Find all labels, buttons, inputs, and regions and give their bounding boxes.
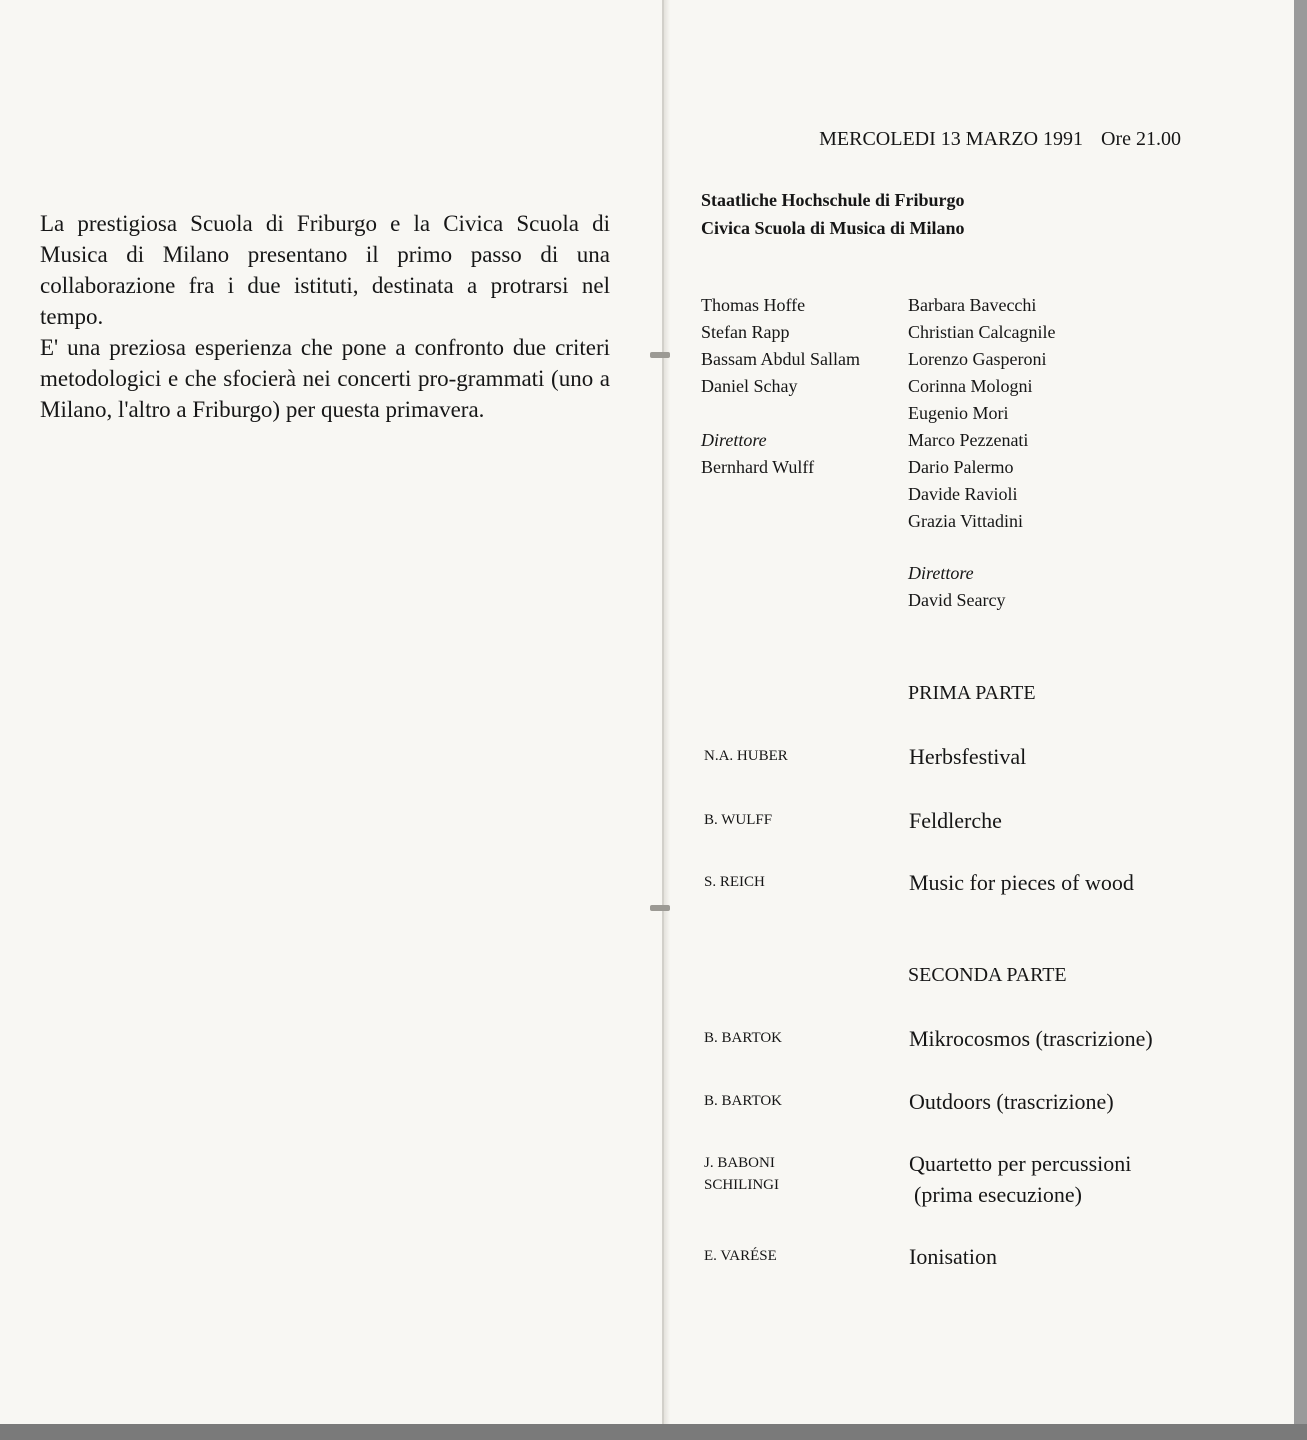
composer-name: B. BARTOK — [704, 1093, 783, 1109]
composer-name: N.A. HUBER — [704, 748, 788, 764]
fold-shadow — [664, 0, 670, 1424]
performer-name: Corinna Mologni — [908, 376, 1033, 396]
scan-edge-right — [1294, 0, 1307, 1440]
composer-name: B. WULFF — [704, 812, 773, 828]
performer-name: Bassam Abdul Sallam — [701, 349, 860, 369]
work-title: Ionisation — [909, 1244, 997, 1269]
school-name: Civica Scuola di Musica di Milano — [701, 218, 965, 238]
concert-time: Ore 21.00 — [1101, 128, 1181, 150]
work-title: Outdoors (trascrizione) — [909, 1089, 1114, 1114]
school-name: Staatliche Hochschule di Friburgo — [701, 190, 965, 210]
director-label: Direttore — [908, 563, 974, 583]
intro-paragraph-2: E' una preziosa esperienza che pone a confronto due criteri metodologici e che sfocierà nei concerti pro-grammati (uno a Milano, l'altro a Friburgo) per questa primavera. — [40, 335, 610, 422]
performer-name: Thomas Hoffe — [701, 295, 806, 315]
performer-name: Davide Ravioli — [908, 484, 1018, 504]
work-title: Music for pieces of wood — [909, 870, 1134, 895]
composer-name: S. REICH — [704, 874, 765, 890]
performer-name: Barbara Bavecchi — [908, 295, 1037, 315]
work-title-line: (prima esecuzione) — [914, 1182, 1082, 1207]
work-title: Feldlerche — [909, 808, 1002, 833]
performer-name: Christian Calcagnile — [908, 322, 1056, 342]
concert-date: MERCOLEDI 13 MARZO 1991 — [819, 128, 1084, 150]
performer-name: Marco Pezzenati — [908, 430, 1029, 450]
work-title-line: Quartetto per percussioni — [909, 1151, 1132, 1176]
scan-edge-bottom — [0, 1424, 1307, 1440]
performer-name: Daniel Schay — [701, 376, 798, 396]
part-one-title: PRIMA PARTE — [908, 682, 1036, 704]
performer-name: Stefan Rapp — [701, 322, 790, 342]
friburgo-roster — [701, 292, 860, 481]
composer-name: B. BARTOK — [704, 1030, 783, 1046]
work-title: Herbsfestival — [909, 744, 1027, 769]
intro-text — [40, 208, 610, 425]
milano-roster — [908, 292, 1055, 614]
composer-name-line: SCHILINGI — [704, 1177, 779, 1193]
performer-name: Dario Palermo — [908, 457, 1014, 477]
work-title — [909, 1148, 1131, 1210]
part-two-title: SECONDA PARTE — [908, 964, 1067, 986]
staple-mark — [650, 905, 670, 911]
staple-mark — [650, 352, 670, 358]
director-name: Bernhard Wulff — [701, 457, 815, 477]
composer-name — [704, 1152, 779, 1196]
performer-name: Grazia Vittadini — [908, 511, 1024, 531]
director-label: Direttore — [701, 430, 767, 450]
composer-name-line: J. BABONI — [704, 1155, 775, 1171]
composer-name: E. VARÉSE — [704, 1248, 777, 1264]
concert-date-line — [819, 128, 1181, 151]
performer-name: Lorenzo Gasperoni — [908, 349, 1047, 369]
director-name: David Searcy — [908, 590, 1006, 610]
intro-paragraph-1: La prestigiosa Scuola di Friburgo e la Civica Scuola di Musica di Milano presentano il primo passo di una collaborazione fra i due istituti, destinata a protrarsi nel tempo. — [40, 211, 610, 329]
work-title: Mikrocosmos (trascrizione) — [909, 1026, 1153, 1051]
schools-heading — [701, 186, 965, 242]
performer-name: Eugenio Mori — [908, 403, 1009, 423]
